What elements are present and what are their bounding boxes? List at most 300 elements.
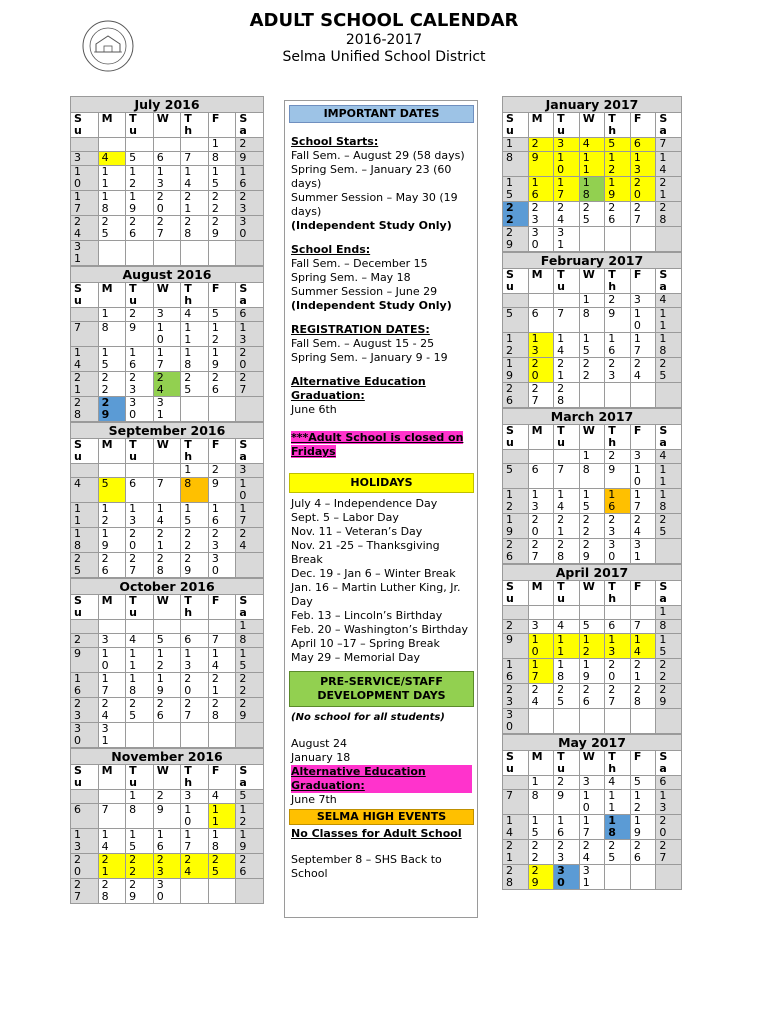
day-cell: [579, 450, 605, 464]
weekday-header: T u: [129, 438, 137, 463]
day-number: 1 3: [239, 321, 247, 346]
day-cell: [208, 804, 236, 829]
weekday-header: F: [211, 282, 220, 295]
day-number: 2 5: [557, 683, 565, 708]
day-number: 1 8: [557, 658, 565, 683]
day-cell: [236, 347, 264, 372]
day-number: 2 7: [239, 371, 247, 396]
day-number: 2 4: [633, 513, 641, 538]
month-name: September 2016: [71, 423, 264, 439]
day-number: 2 3: [608, 357, 616, 382]
day-cell: [605, 450, 631, 464]
day-number: 8: [184, 477, 192, 490]
weekday-header: W: [582, 268, 595, 281]
day-cell: [181, 620, 209, 634]
day-cell: [71, 804, 99, 829]
day-cell: [126, 322, 154, 347]
day-number: 2 8: [156, 552, 164, 577]
day-cell: [579, 634, 605, 659]
month-table: [70, 748, 264, 904]
day-number: 1 0: [74, 165, 81, 190]
day-cell: [208, 790, 236, 804]
day-cell: [236, 790, 264, 804]
ends-item: Fall Sem. – December 15: [291, 257, 428, 270]
day-cell: [503, 790, 529, 815]
day-cell: [579, 659, 605, 684]
day-cell: [71, 553, 99, 578]
day-cell: [126, 648, 154, 673]
calendar-column-spring: [502, 96, 682, 890]
day-cell: [181, 478, 209, 503]
day-number: 2 6: [156, 697, 164, 722]
day-cell: [503, 634, 529, 659]
day-cell: [528, 776, 554, 790]
day-number: 2: [211, 463, 219, 476]
district-seal-icon: [82, 20, 134, 72]
day-cell: [503, 776, 529, 790]
day-number: 1 7: [184, 828, 192, 853]
month-name: August 2016: [71, 267, 264, 283]
day-cell: [579, 684, 605, 709]
day-cell: [554, 684, 580, 709]
day-number: 2 5: [74, 552, 81, 577]
weekday-header: S a: [239, 764, 248, 789]
day-number: 1 1: [608, 789, 616, 814]
day-cell: [656, 138, 682, 152]
day-cell: [208, 478, 236, 503]
day-number: 1 0: [239, 477, 247, 502]
day-number: 1: [211, 137, 219, 150]
day-cell: [208, 620, 236, 634]
weekday-header: M: [101, 112, 113, 125]
day-cell: [126, 620, 154, 634]
day-number: 1 7: [239, 502, 247, 527]
day-cell: [605, 606, 631, 620]
day-number: 2 2: [531, 839, 539, 864]
day-number: 2 9: [531, 864, 539, 889]
day-cell: [71, 723, 99, 748]
day-number: 1: [184, 463, 192, 476]
day-cell: [208, 698, 236, 723]
day-cell: [630, 684, 656, 709]
preservice-date: August 24: [291, 737, 347, 750]
day-cell: [236, 464, 264, 478]
day-number: 5: [582, 619, 590, 632]
ends-item: Summer Session – June 29: [291, 285, 438, 298]
day-number: 2 9: [101, 396, 110, 421]
day-number: 6: [531, 463, 539, 476]
day-number: 2 3: [608, 513, 616, 538]
day-number: 1 2: [506, 488, 513, 513]
day-cell: [126, 634, 154, 648]
month-name: November 2016: [71, 749, 264, 765]
day-number: 3: [557, 137, 565, 150]
day-number: 2 9: [211, 215, 219, 240]
day-cell: [605, 514, 631, 539]
weekday-header: M: [531, 580, 543, 593]
day-cell: [605, 464, 631, 489]
day-cell: [528, 620, 554, 634]
day-number: 1 9: [101, 527, 109, 552]
day-number: 1: [239, 619, 247, 632]
day-cell: [181, 634, 209, 648]
day-cell: [98, 216, 126, 241]
day-number: 1 5: [659, 633, 667, 658]
day-cell: [236, 620, 264, 634]
day-cell: [605, 333, 631, 358]
day-cell: [554, 539, 580, 564]
day-number: 2 9: [659, 683, 667, 708]
day-cell: [579, 606, 605, 620]
day-cell: [630, 450, 656, 464]
day-cell: [503, 450, 529, 464]
day-number: 7: [557, 463, 565, 476]
day-number: 2 2: [211, 190, 219, 215]
day-number: 2 3: [211, 527, 219, 552]
weekday-header: S u: [74, 112, 82, 137]
day-number: 3 0: [531, 226, 539, 251]
day-cell: [528, 152, 554, 177]
day-cell: [98, 620, 126, 634]
day-number: 1: [582, 293, 590, 306]
day-cell: [236, 166, 264, 191]
day-cell: [126, 854, 154, 879]
day-number: 2 8: [184, 215, 192, 240]
day-cell: [656, 227, 682, 252]
day-cell: [554, 865, 580, 890]
day-cell: [98, 503, 126, 528]
day-number: 2 0: [531, 513, 539, 538]
day-number: 2 4: [101, 697, 109, 722]
day-number: 2 5: [659, 357, 667, 382]
day-number: 2 2: [582, 513, 590, 538]
day-number: 1 1: [74, 502, 81, 527]
day-cell: [126, 553, 154, 578]
holiday-item: April 10 –17 – Spring Break: [291, 637, 440, 650]
day-cell: [630, 358, 656, 383]
weekday-header: T u: [557, 580, 565, 605]
day-cell: [656, 489, 682, 514]
day-number: 1 7: [633, 332, 641, 357]
day-number: 2 4: [156, 371, 164, 396]
weekday-header: T h: [608, 268, 617, 293]
day-number: 2: [506, 619, 513, 632]
day-cell: [579, 539, 605, 564]
day-cell: [554, 790, 580, 815]
day-number: 1 2: [582, 633, 590, 658]
day-cell: [98, 308, 126, 322]
day-number: 2: [74, 633, 81, 646]
day-cell: [503, 539, 529, 564]
day-cell: [503, 815, 529, 840]
day-cell: [579, 202, 605, 227]
day-number: 1 8: [608, 814, 616, 839]
day-number: 7: [659, 137, 667, 150]
day-cell: [153, 723, 181, 748]
day-cell: [181, 216, 209, 241]
day-number: 2 1: [557, 357, 565, 382]
day-cell: [605, 659, 631, 684]
weekday-header: T u: [129, 282, 137, 307]
day-number: 6: [239, 307, 247, 320]
day-number: 3: [239, 463, 247, 476]
day-cell: [605, 776, 631, 790]
day-number: 6: [608, 619, 616, 632]
day-cell: [503, 138, 529, 152]
day-cell: [528, 464, 554, 489]
day-cell: [71, 790, 99, 804]
school-year: 2016-2017: [345, 32, 423, 48]
weekday-header: F: [633, 750, 642, 763]
day-number: 2 8: [659, 201, 667, 226]
weekday-header: F: [211, 764, 220, 777]
day-cell: [579, 227, 605, 252]
day-cell: [126, 698, 154, 723]
day-cell: [630, 202, 656, 227]
preservice-note: (No school for all students): [291, 712, 445, 723]
day-cell: [503, 684, 529, 709]
day-cell: [236, 634, 264, 648]
day-number: 1 8: [129, 672, 137, 697]
day-cell: [153, 854, 181, 879]
weekday-header: F: [211, 594, 220, 607]
day-cell: [98, 397, 126, 422]
day-cell: [208, 634, 236, 648]
weekday-header: M: [101, 438, 113, 451]
day-cell: [71, 308, 99, 322]
day-cell: [208, 723, 236, 748]
holiday-item: May 29 – Memorial Day: [291, 651, 421, 664]
day-cell: [153, 790, 181, 804]
day-cell: [579, 152, 605, 177]
day-number: 1: [531, 775, 539, 788]
day-cell: [181, 503, 209, 528]
day-number: 9: [557, 789, 565, 802]
day-cell: [630, 606, 656, 620]
day-cell: [528, 865, 554, 890]
day-cell: [208, 397, 236, 422]
day-number: 2 6: [582, 683, 590, 708]
weekday-header: S a: [239, 594, 248, 619]
day-number: 9: [506, 633, 513, 646]
day-number: 9: [74, 647, 81, 660]
day-number: 1 5: [211, 165, 219, 190]
registration-title: REGISTRATION DATES:: [291, 323, 430, 336]
month-table: [70, 422, 264, 578]
day-number: 2 4: [239, 527, 247, 552]
weekday-header: W: [582, 424, 595, 437]
day-cell: [656, 634, 682, 659]
day-number: 3: [531, 619, 539, 632]
day-cell: [656, 177, 682, 202]
day-number: 1 4: [557, 332, 565, 357]
day-number: 2 3: [506, 683, 513, 708]
no-classes-title: No Classes for Adult School: [291, 827, 462, 840]
weekday-header: T h: [608, 424, 617, 449]
month-table: [70, 266, 264, 422]
day-number: 6: [74, 803, 81, 816]
day-number: 2 6: [633, 839, 641, 864]
weekday-header: S u: [74, 764, 82, 789]
day-cell: [181, 138, 209, 152]
preservice-date: January 18: [291, 751, 351, 764]
day-number: 5: [239, 789, 247, 802]
day-cell: [126, 829, 154, 854]
day-cell: [528, 790, 554, 815]
day-number: 2 5: [582, 201, 590, 226]
day-cell: [656, 659, 682, 684]
day-number: 8: [531, 789, 539, 802]
day-cell: [554, 606, 580, 620]
day-number: 7: [156, 477, 164, 490]
day-cell: [236, 503, 264, 528]
day-number: 2 7: [633, 201, 641, 226]
day-number: 1 8: [582, 176, 590, 201]
day-number: 1 8: [211, 828, 219, 853]
day-cell: [656, 776, 682, 790]
day-cell: [605, 227, 631, 252]
day-cell: [656, 152, 682, 177]
day-cell: [71, 191, 99, 216]
day-cell: [153, 620, 181, 634]
day-number: 2: [557, 775, 565, 788]
day-cell: [208, 879, 236, 904]
day-cell: [554, 138, 580, 152]
day-number: 1 7: [531, 658, 539, 683]
registration-item: Fall Sem. – August 15 - 25: [291, 337, 435, 350]
day-number: 2 5: [101, 215, 109, 240]
day-number: 2 8: [557, 538, 565, 563]
day-number: 3 0: [156, 878, 164, 903]
holiday-item: July 4 – Independence Day: [291, 497, 438, 510]
day-number: 1 4: [101, 828, 109, 853]
day-cell: [208, 648, 236, 673]
holiday-item: Nov. 11 – Veteran’s Day: [291, 525, 423, 538]
holiday-item: Dec. 19 - Jan 6 – Winter Break: [291, 567, 456, 580]
day-cell: [528, 333, 554, 358]
calendar-column-fall: [70, 96, 264, 904]
day-number: 2 1: [101, 853, 109, 878]
day-number: 2 1: [74, 371, 81, 396]
day-cell: [528, 294, 554, 308]
day-number: 1 3: [531, 332, 539, 357]
day-number: 1 5: [184, 502, 192, 527]
day-number: 7: [74, 321, 81, 334]
independent-study-note: (Independent Study Only): [291, 299, 452, 312]
day-cell: [579, 464, 605, 489]
day-cell: [181, 553, 209, 578]
day-cell: [605, 489, 631, 514]
day-cell: [236, 397, 264, 422]
day-cell: [153, 528, 181, 553]
day-cell: [554, 450, 580, 464]
weekday-header: F: [633, 580, 642, 593]
day-number: 2 3: [557, 839, 565, 864]
day-number: 2 8: [211, 697, 219, 722]
day-number: 1 2: [608, 151, 616, 176]
day-cell: [236, 152, 264, 166]
day-cell: [554, 358, 580, 383]
day-number: 1 4: [74, 346, 81, 371]
day-cell: [528, 815, 554, 840]
day-number: 4: [608, 775, 616, 788]
day-number: 1 2: [129, 165, 137, 190]
day-cell: [528, 539, 554, 564]
day-cell: [656, 620, 682, 634]
day-cell: [126, 216, 154, 241]
day-cell: [630, 776, 656, 790]
day-cell: [656, 790, 682, 815]
day-number: 4: [557, 619, 565, 632]
day-number: 2 1: [156, 527, 164, 552]
day-cell: [503, 333, 529, 358]
day-cell: [554, 776, 580, 790]
weekday-header: T h: [608, 112, 617, 137]
day-number: 8: [506, 151, 513, 164]
day-number: 1 3: [156, 165, 164, 190]
day-cell: [528, 227, 554, 252]
day-cell: [98, 166, 126, 191]
weekday-header: T h: [608, 580, 617, 605]
day-cell: [208, 464, 236, 478]
day-cell: [236, 698, 264, 723]
day-cell: [208, 528, 236, 553]
day-cell: [153, 804, 181, 829]
day-cell: [503, 308, 529, 333]
day-number: 2 0: [156, 190, 164, 215]
day-number: 2 4: [557, 201, 565, 226]
day-number: 2 0: [608, 658, 616, 683]
day-cell: [528, 308, 554, 333]
day-number: 1 7: [633, 488, 641, 513]
day-cell: [630, 790, 656, 815]
day-cell: [630, 152, 656, 177]
weekday-header: F: [633, 424, 642, 437]
day-cell: [208, 854, 236, 879]
day-cell: [656, 539, 682, 564]
day-number: 3 1: [101, 722, 109, 747]
day-number: 2 5: [184, 371, 192, 396]
day-cell: [126, 138, 154, 152]
day-number: 1 4: [156, 502, 164, 527]
day-cell: [630, 464, 656, 489]
day-number: 1 2: [211, 321, 219, 346]
day-number: 3 1: [633, 538, 641, 563]
day-number: 1 0: [531, 633, 539, 658]
day-cell: [181, 879, 209, 904]
day-number: 1 3: [531, 488, 539, 513]
day-number: 2 3: [239, 190, 247, 215]
holiday-item: Feb. 13 – Lincoln’s Birthday: [291, 609, 443, 622]
day-cell: [503, 294, 529, 308]
day-number: 2: [129, 307, 137, 320]
day-cell: [71, 138, 99, 152]
day-number: 1 0: [633, 307, 641, 332]
day-cell: [503, 514, 529, 539]
weekday-header: S a: [659, 424, 668, 449]
day-cell: [630, 620, 656, 634]
day-cell: [153, 347, 181, 372]
day-cell: [126, 152, 154, 166]
day-number: 1 9: [506, 513, 513, 538]
holiday-item: Feb. 20 – Washington’s Birthday: [291, 623, 468, 636]
school-ends-title: School Ends:: [291, 243, 371, 256]
day-number: 2 7: [74, 878, 81, 903]
day-cell: [153, 138, 181, 152]
day-number: 4: [101, 151, 109, 164]
day-number: 2 4: [633, 357, 641, 382]
day-cell: [98, 854, 126, 879]
